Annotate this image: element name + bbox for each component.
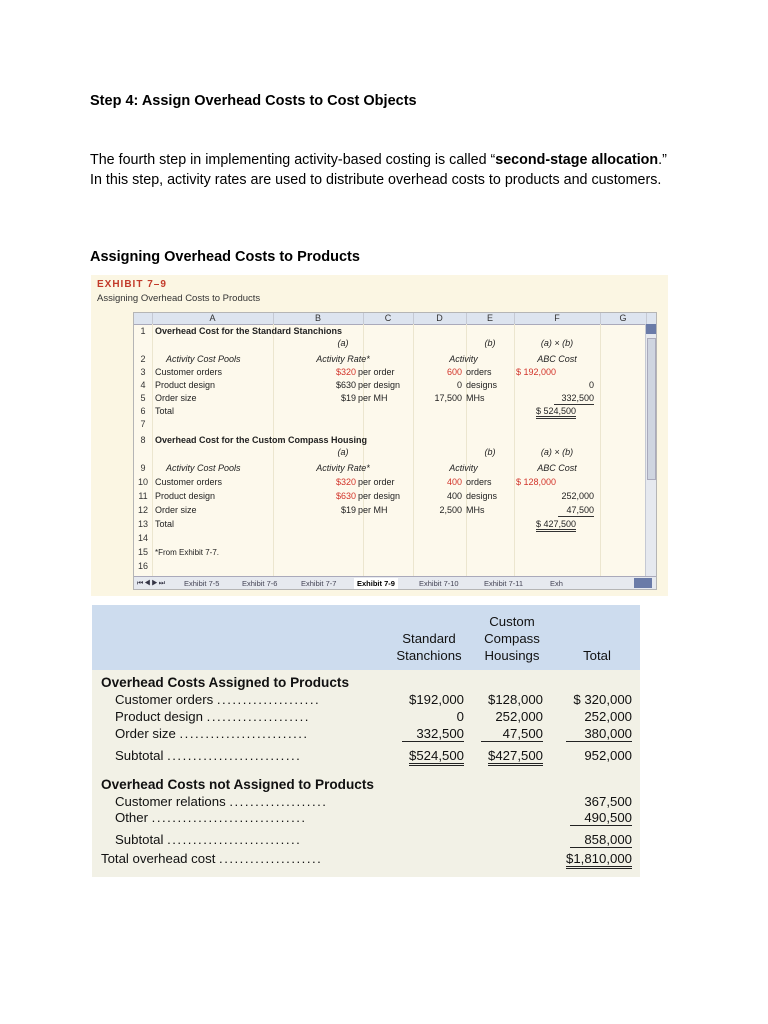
row-number[interactable]: 10 xyxy=(137,477,148,487)
vertical-scrollbar[interactable] xyxy=(645,324,656,576)
cus-qty-product-design[interactable]: 400 xyxy=(446,491,462,501)
tab-exhibit-7-10[interactable]: Exhibit 7-10 xyxy=(419,579,459,588)
std-total-value[interactable]: $ 524,500 xyxy=(536,405,576,419)
cus-header-a[interactable]: (a) xyxy=(337,447,349,457)
std-rate-product-design[interactable]: $630 xyxy=(335,380,356,390)
row-number[interactable]: 14 xyxy=(137,533,148,543)
std-qty-product-design[interactable]: 0 xyxy=(456,380,462,390)
col-header-d[interactable]: D xyxy=(413,313,467,324)
section-subheading: Assigning Overhead Costs to Products xyxy=(90,249,360,265)
cus-header-b[interactable]: (b) xyxy=(484,447,496,457)
scrollbar-thumb[interactable] xyxy=(647,338,656,480)
grid-line xyxy=(600,324,601,576)
not-assigned-tot-other: 490,500 xyxy=(570,810,632,826)
row-number[interactable]: 4 xyxy=(140,380,146,390)
assigned-label-product-design: Product design .................... xyxy=(115,709,310,724)
std-header-a[interactable]: (a) xyxy=(337,338,349,348)
row-number[interactable]: 5 xyxy=(140,393,146,403)
std-header-abc[interactable]: ABC Cost xyxy=(537,354,577,364)
cus-header-ab[interactable]: (a) × (b) xyxy=(540,447,574,457)
std-rate-order-size[interactable]: $19 xyxy=(340,393,356,403)
cus-rate-order-size[interactable]: $19 xyxy=(340,505,356,515)
cus-header-abc[interactable]: ABC Cost xyxy=(537,463,577,473)
cus-cost-product-design[interactable]: 252,000 xyxy=(561,491,594,501)
std-header-activity[interactable]: Activity xyxy=(449,354,478,364)
std-qunit-product-design[interactable]: designs xyxy=(466,380,498,390)
std-unit-order-size[interactable]: per MH xyxy=(358,393,388,403)
std-header-ab[interactable]: (a) × (b) xyxy=(540,338,574,348)
footnote[interactable]: *From Exhibit 7-7. xyxy=(155,548,220,557)
summary-header xyxy=(92,605,640,670)
std-header-b[interactable]: (b) xyxy=(484,338,496,348)
col-header-g[interactable]: G xyxy=(600,313,647,324)
cus-header-activity[interactable]: Activity xyxy=(449,463,478,473)
cus-qunit-customer-orders[interactable]: orders xyxy=(466,477,492,487)
row-number[interactable]: 1 xyxy=(140,326,146,336)
cus-rate-customer-orders[interactable]: $320 xyxy=(335,477,356,487)
row-number[interactable]: 3 xyxy=(140,367,146,377)
std-unit-product-design[interactable]: per design xyxy=(358,380,401,390)
cus-cost-customer-orders[interactable]: $ 128,000 xyxy=(516,477,557,487)
assigned-subtotal-std: $524,500 xyxy=(409,748,464,766)
assigned-std-order-size: 332,500 xyxy=(402,726,464,742)
custom-section-title[interactable]: Overhead Cost for the Custom Compass Housing xyxy=(155,435,368,445)
assigned-label-order-size: Order size ......................... xyxy=(115,726,309,741)
assigned-subtotal-label: Subtotal .......................... xyxy=(115,748,302,763)
col-header-e[interactable]: E xyxy=(466,313,515,324)
not-assigned-tot-customer-relations: 367,500 xyxy=(584,794,632,809)
cus-rate-product-design[interactable]: $630 xyxy=(335,491,356,501)
not-assigned-subtotal-label: Subtotal .......................... xyxy=(115,832,302,847)
summary-table xyxy=(92,605,640,877)
sheet-nav-arrows-icon[interactable]: ⏮◀▶⏭ xyxy=(137,580,167,587)
tab-exhibit-7-9[interactable]: Exhibit 7-9 xyxy=(354,578,398,589)
tab-exhibit-7-7[interactable]: Exhibit 7-7 xyxy=(301,579,337,588)
row-number[interactable]: 11 xyxy=(138,491,148,501)
col-header-custom: Custom Compass Housings xyxy=(484,614,540,663)
tab-exhibit-more[interactable]: Exh xyxy=(550,579,563,588)
row-number[interactable]: 13 xyxy=(137,519,148,529)
assigned-tot-customer-orders: $ 320,000 xyxy=(573,692,632,707)
row-number[interactable]: 12 xyxy=(137,505,148,515)
para-bold-term: second-stage allocation xyxy=(495,152,659,168)
assigned-cus-product-design: 252,000 xyxy=(495,709,543,724)
not-assigned-section-title: Overhead Costs not Assigned to Products xyxy=(101,777,374,792)
col-header-c[interactable]: C xyxy=(363,313,414,324)
page-heading: Step 4: Assign Overhead Costs to Cost Objects xyxy=(90,93,417,109)
std-qunit-order-size[interactable]: MHs xyxy=(466,393,485,403)
assigned-std-customer-orders: $192,000 xyxy=(408,692,464,707)
cus-header-rate[interactable]: Activity Rate* xyxy=(316,463,370,473)
grand-total-label: Total overhead cost .................... xyxy=(101,851,323,866)
std-unit-customer-orders[interactable]: per order xyxy=(358,367,395,377)
assigned-cus-order-size: 47,500 xyxy=(481,726,543,742)
row-number[interactable]: 8 xyxy=(140,435,146,445)
std-cost-product-design[interactable]: 0 xyxy=(588,380,594,390)
grid-line xyxy=(152,324,153,576)
intro-paragraph xyxy=(90,151,680,190)
assigned-section-title: Overhead Costs Assigned to Products xyxy=(101,675,350,690)
std-total-label[interactable]: Total xyxy=(155,406,175,416)
exhibit-spreadsheet xyxy=(91,275,668,596)
cus-total-label[interactable]: Total xyxy=(155,519,175,529)
tab-exhibit-7-11[interactable]: Exhibit 7-11 xyxy=(484,579,524,588)
cus-total-value[interactable]: $ 427,500 xyxy=(536,518,576,532)
tab-exhibit-7-6[interactable]: Exhibit 7-6 xyxy=(242,579,278,588)
std-pool-order-size[interactable]: Order size xyxy=(155,393,197,403)
assigned-subtotal-tot: 952,000 xyxy=(584,748,632,763)
std-qunit-customer-orders[interactable]: orders xyxy=(466,367,492,377)
assigned-tot-product-design: 252,000 xyxy=(584,709,632,724)
para-text-start: The fourth step in implementing activity-based costing is called “ xyxy=(90,152,496,168)
row-number[interactable]: 9 xyxy=(140,463,146,473)
exhibit-caption: Assigning Overhead Costs to Products xyxy=(97,293,261,304)
cus-cost-order-size[interactable]: 47,500 xyxy=(558,504,594,517)
cus-pool-order-size[interactable]: Order size xyxy=(155,505,197,515)
col-header-total: Total xyxy=(583,648,611,663)
scroll-up-icon[interactable] xyxy=(646,324,656,334)
std-header-rate[interactable]: Activity Rate* xyxy=(316,354,370,364)
spreadsheet-grid xyxy=(133,312,657,590)
std-header-pools[interactable]: Activity Cost Pools xyxy=(166,354,241,364)
not-assigned-label-other: Other .............................. xyxy=(115,810,307,825)
assigned-cus-customer-orders: $128,000 xyxy=(487,692,543,707)
std-qty-customer-orders[interactable]: 600 xyxy=(446,367,462,377)
col-header-standard: Standard Stanchions xyxy=(396,631,462,663)
cus-qty-customer-orders[interactable]: 400 xyxy=(446,477,462,487)
column-header-row xyxy=(134,313,656,325)
std-rate-customer-orders[interactable]: $320 xyxy=(335,367,356,377)
grand-total-value: $1,810,000 xyxy=(566,851,632,869)
row-number[interactable]: 7 xyxy=(140,419,146,429)
col-header-f[interactable]: F xyxy=(514,313,601,324)
cus-unit-customer-orders[interactable]: per order xyxy=(358,477,395,487)
row-number[interactable]: 2 xyxy=(140,354,146,364)
cus-header-pools[interactable]: Activity Cost Pools xyxy=(166,463,241,473)
tab-exhibit-7-5[interactable]: Exhibit 7-5 xyxy=(184,579,220,588)
row-number[interactable]: 6 xyxy=(140,406,146,416)
col-header-a[interactable]: A xyxy=(152,313,274,324)
row-number[interactable]: 15 xyxy=(137,547,148,557)
standard-section-title[interactable]: Overhead Cost for the Standard Stanchions xyxy=(155,326,343,336)
cus-qunit-order-size[interactable]: MHs xyxy=(466,505,485,515)
cus-unit-order-size[interactable]: per MH xyxy=(358,505,388,515)
assigned-tot-order-size: 380,000 xyxy=(566,726,632,742)
cus-qty-order-size[interactable]: 2,500 xyxy=(439,505,462,515)
assigned-std-product-design: 0 xyxy=(456,709,464,724)
col-header-b[interactable]: B xyxy=(273,313,364,324)
cus-pool-customer-orders[interactable]: Customer orders xyxy=(155,477,223,487)
std-qty-order-size[interactable]: 17,500 xyxy=(434,393,462,403)
std-cost-order-size[interactable]: 332,500 xyxy=(554,392,594,405)
tab-scroll-arrows-icon[interactable] xyxy=(634,578,652,588)
cus-unit-product-design[interactable]: per design xyxy=(358,491,401,501)
exhibit-label: EXHIBIT 7–9 xyxy=(97,279,167,290)
row-number[interactable]: 16 xyxy=(137,561,148,571)
not-assigned-subtotal-tot: 858,000 xyxy=(570,832,632,848)
std-cost-customer-orders[interactable]: $ 192,000 xyxy=(516,367,557,377)
para-text-end: .” In this step, activity rates are used to distribute overhead costs to products and customers. xyxy=(90,152,667,188)
not-assigned-label-customer-relations: Customer relations ................... xyxy=(115,794,328,809)
std-pool-customer-orders[interactable]: Customer orders xyxy=(155,367,223,377)
sheet-tabs-bar xyxy=(134,576,656,590)
std-pool-product-design[interactable]: Product design xyxy=(155,380,216,390)
cus-pool-product-design[interactable]: Product design xyxy=(155,491,216,501)
cus-qunit-product-design[interactable]: designs xyxy=(466,491,498,501)
corner-cell xyxy=(134,313,153,324)
assigned-label-customer-orders: Customer orders .................... xyxy=(115,692,321,707)
assigned-subtotal-cus: $427,500 xyxy=(488,748,543,766)
